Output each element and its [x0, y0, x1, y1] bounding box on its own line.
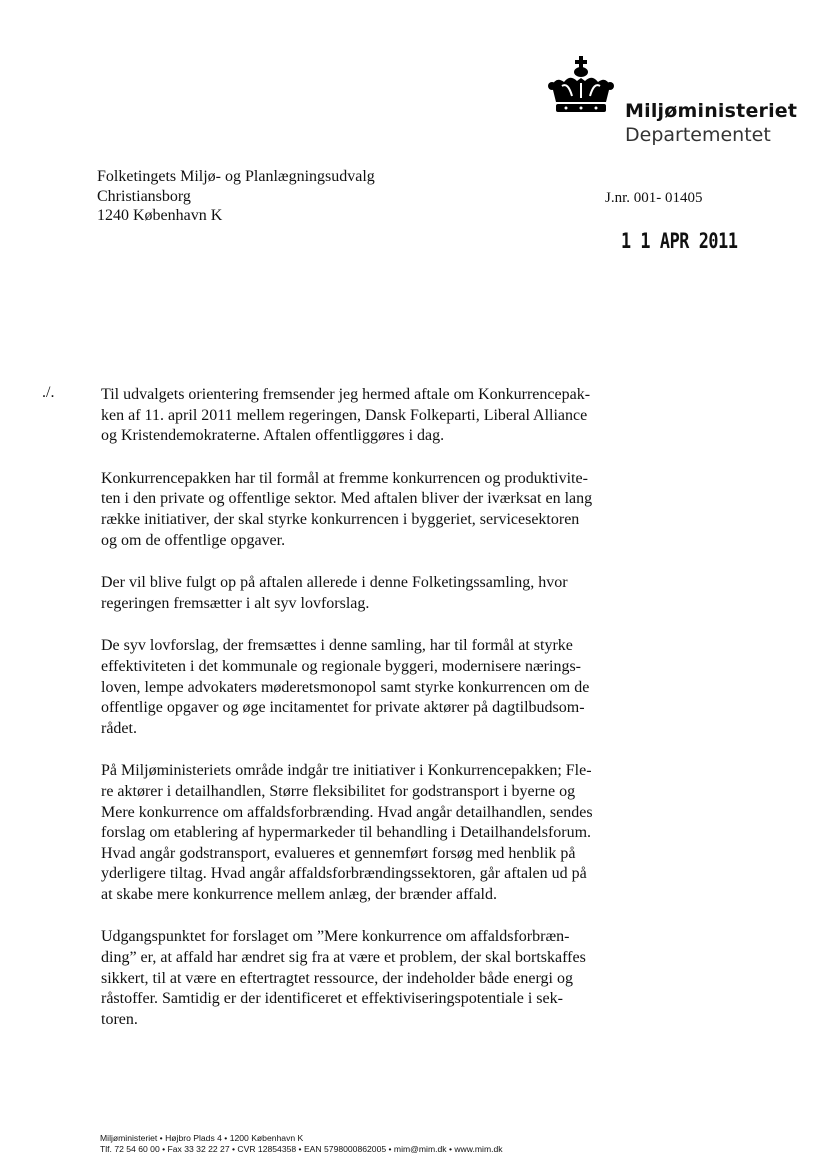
- footer-address: Miljøministeriet • Højbro Plads 4 • 1200 København K: [100, 1133, 304, 1143]
- paragraph: [101, 927, 617, 1030]
- journal-number: J.nr. 001- 01405: [605, 190, 703, 206]
- text-line: På Miljøministeriets område indgår tre initiativer i Konkurrencepakken; Fle-: [101, 762, 592, 780]
- text-line: sikkert, til at være en eftertragtet ressource, der indeholder både energi og: [101, 969, 573, 987]
- text-line: række initiativer, der skal styrke konkurrencen i byggeriet, servicesektoren: [101, 510, 580, 528]
- text-line: Udgangspunktet for forslaget om ”Mere konkurrence om affaldsforbræn-: [101, 928, 570, 946]
- text-line: re aktører i detailhandlen, Større fleksibilitet for godstransport i byerne og: [101, 782, 576, 800]
- text-line: loven, lempe advokaters møderetsmonopol samt styrke konkurrencen om de: [101, 678, 590, 696]
- text-line: De syv lovforslag, der fremsættes i denne samling, har til formål at styrke: [101, 637, 573, 655]
- footer-contact: Tlf. 72 54 60 00 • Fax 33 32 22 27 • CVR 12854358 • EAN 5798000862005 • mim@mim.dk • www.mim.dk: [100, 1144, 503, 1154]
- text-line: råstoffer. Samtidig er der identificeret et effektiviseringspotentiale i sek-: [101, 990, 563, 1008]
- paragraph: [101, 385, 617, 447]
- paragraph: [101, 573, 617, 614]
- text-line: offentlige opgaver og øge incitamentet for private aktører på dagtilbudsom-: [101, 699, 585, 717]
- text-line: Til udvalgets orientering fremsender jeg hermed aftale om Konkurrencepak-: [101, 386, 591, 403]
- address-line: 1240 København K: [97, 207, 223, 224]
- text-line: effektiviteten i det kommunale og regionale byggeri, modernisere nærings-: [101, 657, 582, 675]
- text-line: Hvad angår godstransport, evalueres et gennemført forsøg med henblik på: [101, 844, 576, 862]
- text-line: rådet.: [101, 719, 137, 737]
- text-line: ding” er, at affald har ændret sig fra at være et problem, der skal bortskaffes: [101, 949, 586, 967]
- text-line: yderligere tiltag. Hvad angår affaldsforbrændingssektoren, går aftalen ud på: [101, 865, 587, 883]
- letter-body: [101, 385, 617, 1052]
- text-line: regeringen fremsætter i alt syv lovforslag.: [101, 594, 370, 612]
- ministry-name: Miljøministeriet: [625, 100, 798, 122]
- text-line: og Kristendemokraterne. Aftalen offentliggøres i dag.: [101, 427, 445, 445]
- ministry-letterhead: [625, 100, 797, 148]
- text-line: Konkurrencepakken har til formål at fremme konkurrencen og produktivite-: [101, 469, 588, 487]
- paragraph: [101, 469, 617, 551]
- text-line: ten i den private og offentlige sektor. Med aftalen bliver der iværksat en lang: [101, 490, 593, 508]
- text-line: at skabe mere konkurrence mellem anlæg, der brænder affald.: [101, 885, 497, 903]
- recipient-address: [97, 167, 375, 226]
- department-name: Departementet: [625, 123, 771, 146]
- enclosure-mark: ./.: [42, 384, 55, 401]
- crown-logo-icon: [546, 56, 616, 120]
- text-line: Der vil blive fulgt op på aftalen allerede i denne Folketingssamling, hvor: [101, 574, 568, 592]
- footer: [100, 1133, 503, 1155]
- text-line: ken af 11. april 2011 mellem regeringen, Dansk Folkeparti, Liberal Alliance: [101, 406, 588, 424]
- text-line: forslag om etablering af hypermarkeder til behandling i Detailhandelsforum.: [101, 824, 592, 842]
- text-line: toren.: [101, 1010, 138, 1028]
- paragraph: [101, 761, 617, 905]
- date-stamp: 1 1 APR 2011: [621, 229, 738, 253]
- text-line: Mere konkurrence om affaldsforbrænding. Hvad angår detailhandlen, sendes: [101, 803, 593, 821]
- address-line: Folketingets Miljø- og Planlægningsudvalg: [97, 168, 375, 185]
- text-line: og om de offentlige opgaver.: [101, 531, 286, 549]
- address-line: Christiansborg: [97, 187, 191, 205]
- paragraph: [101, 636, 617, 739]
